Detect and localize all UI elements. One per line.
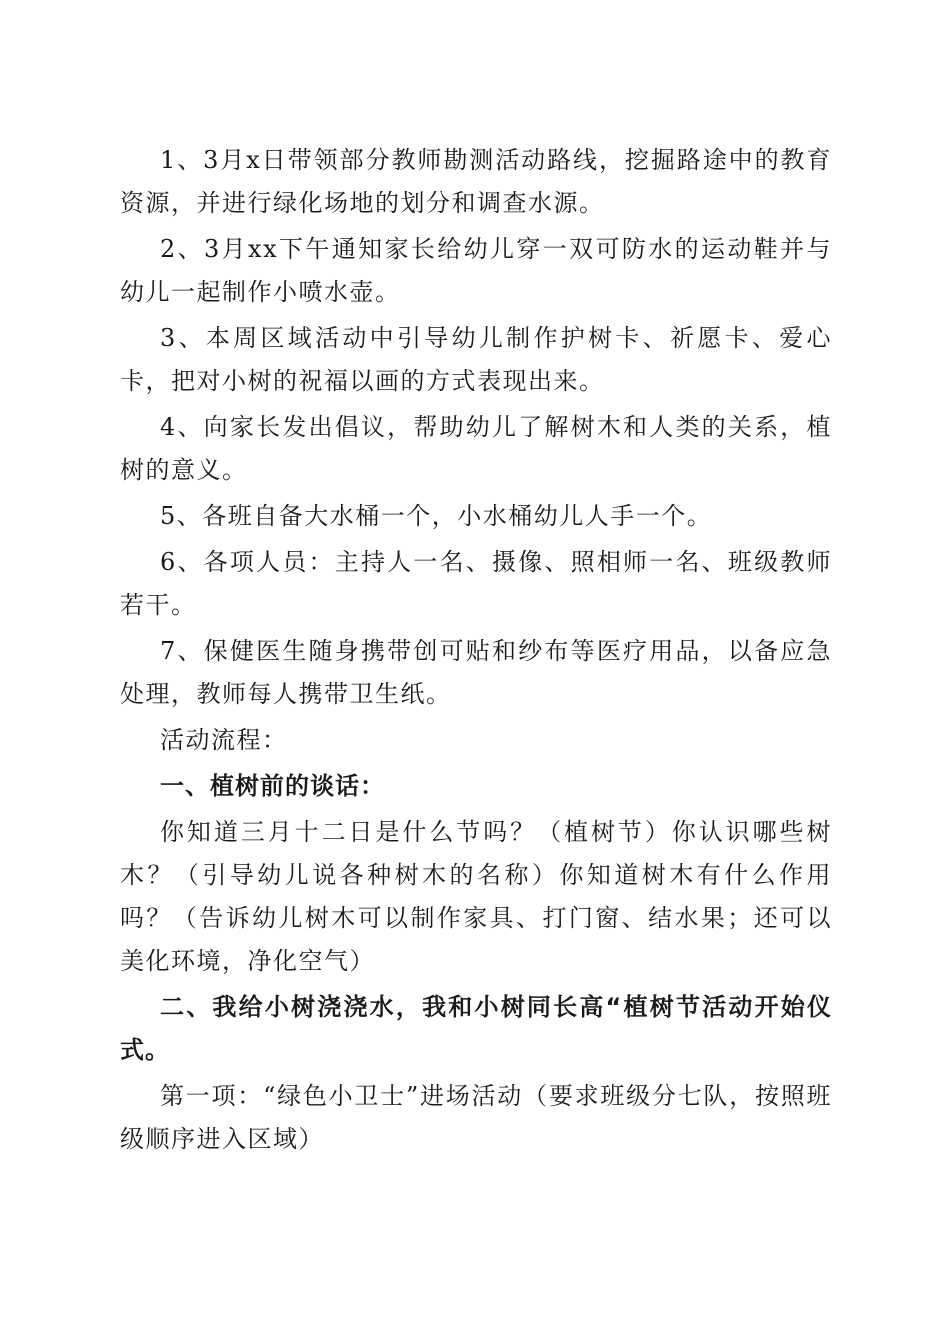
prep-item-7: 7、保健医生随身携带创可贴和纱布等医疗用品，以备应急处理，教师每人携带卫生纸。 bbox=[120, 637, 832, 708]
prep-item-6: 6、各项人员：主持人一名、摄像、照相师一名、班级教师若干。 bbox=[120, 548, 832, 619]
discussion-paragraph: 你知道三月十二日是什么节吗？（植树节）你认识哪些树木？（引导幼儿说各种树木的名称）你知道树木有什么作用吗？（告诉幼儿树木可以制作家具、打门窗、结水果；还可以美化环境，净化空气） bbox=[120, 818, 832, 975]
prep-item-2: 2、3月xx下午通知家长给幼儿穿一双可防水的运动鞋并与幼儿一起制作小喷水壶。 bbox=[120, 235, 832, 306]
step-one-paragraph: 第一项：“绿色小卫士”进场活动（要求班级分七队，按照班级顺序进入区域） bbox=[120, 1082, 832, 1153]
process-label: 活动流程： bbox=[160, 726, 288, 754]
prep-item-3: 3、本周区域活动中引导幼儿制作护树卡、祈愿卡、爱心卡，把对小树的祝福以画的方式表现出来。 bbox=[120, 324, 832, 395]
prep-item-1: 1、3月x日带领部分教师勘测活动路线，挖掘路途中的教育资源，并进行绿化场地的划分和调查水源。 bbox=[120, 146, 832, 217]
section-heading-2: 二、我给小树浇浇水，我和小树同长高“植树节活动开始仪式。 bbox=[120, 993, 832, 1064]
section-heading-1: 一、植树前的谈话： bbox=[160, 772, 385, 800]
prep-item-5: 5、各班自备大水桶一个，小水桶幼儿人手一个。 bbox=[160, 502, 713, 530]
prep-item-4: 4、向家长发出倡议，帮助幼儿了解树木和人类的关系，植树的意义。 bbox=[120, 413, 832, 484]
document-body bbox=[120, 139, 832, 1164]
